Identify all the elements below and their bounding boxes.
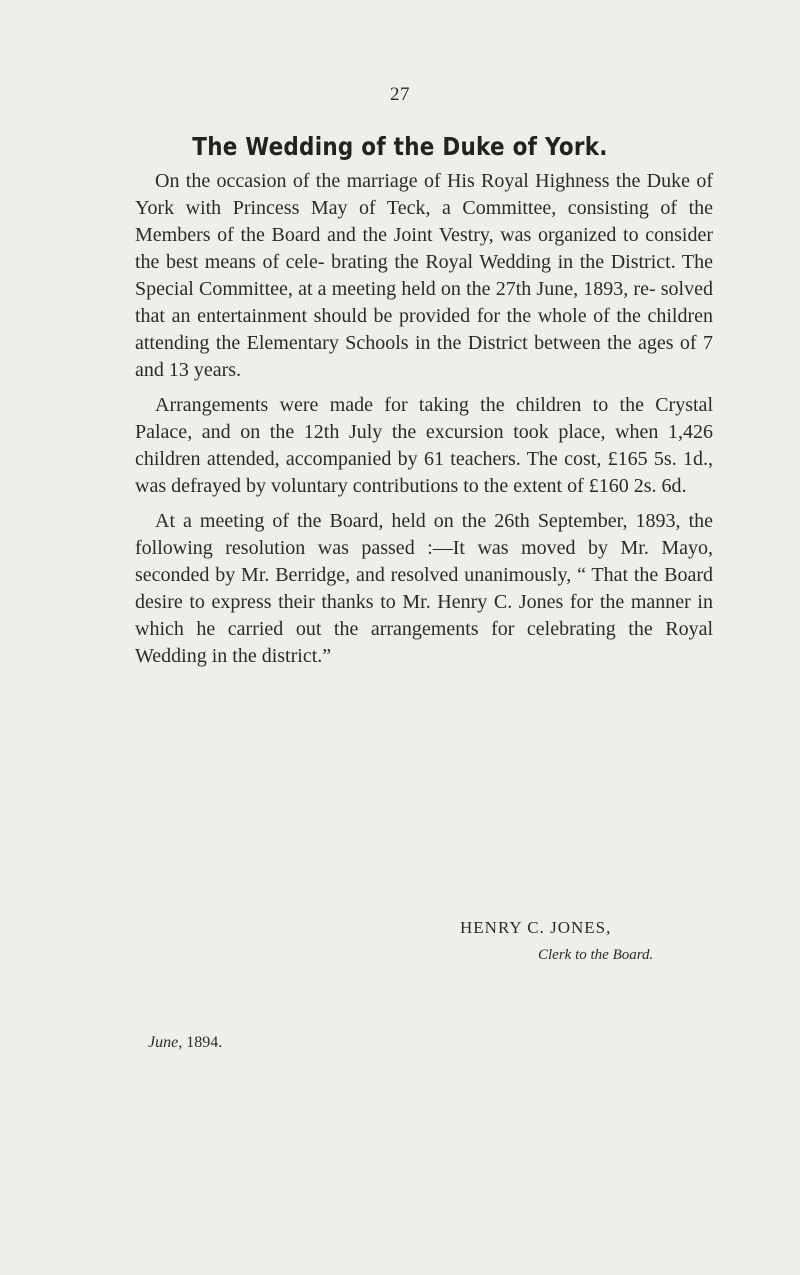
signature-name: HENRY C. JONES,	[460, 918, 612, 937]
paragraph-2: Arrangements were made for taking the children to the Crystal Palace, and on the 12th July the excursion took place, when 1,426 children attended, accompanied by 61 teachers. The cost, £165 5s. 1d., was defrayed by voluntary contributions to the extent of £160 2s. 6d.	[135, 394, 713, 497]
date-line	[148, 1034, 348, 1052]
date-month: June,	[148, 1034, 183, 1051]
page-title: The Wedding of the Duke of York.	[192, 132, 608, 161]
paragraph-3: At a meeting of the Board, held on the 26th September, 1893, the following resolution was passed :—It was moved by Mr. Mayo, seconded by Mr. Berridge, and resolved unanimously, “ That the Board desire to express their thanks to Mr. Henry C. Jones for the manner in which he carried out the arrangements for celebrating the Royal Wedding in the district.”	[135, 510, 713, 667]
date-year: 1894.	[186, 1034, 223, 1051]
paragraph-1: On the occasion of the marriage of His Royal Highness the Duke of York with Princess May of Teck, a Committee, consisting of the Members of the Board and the Joint Vestry, was organized to consider the best means of cele- brating the Royal Wedding in the District. The Special Committee, at a meeting held on the 27th June, 1893, re- solved that an entertainment should be provided for the whole of the children attending the Elementary Schools in the District between the ages of 7 and 13 years.	[135, 170, 713, 381]
signature-title: Clerk to the Board.	[538, 947, 654, 963]
page-number: 27	[390, 84, 410, 105]
body-text	[135, 168, 713, 678]
